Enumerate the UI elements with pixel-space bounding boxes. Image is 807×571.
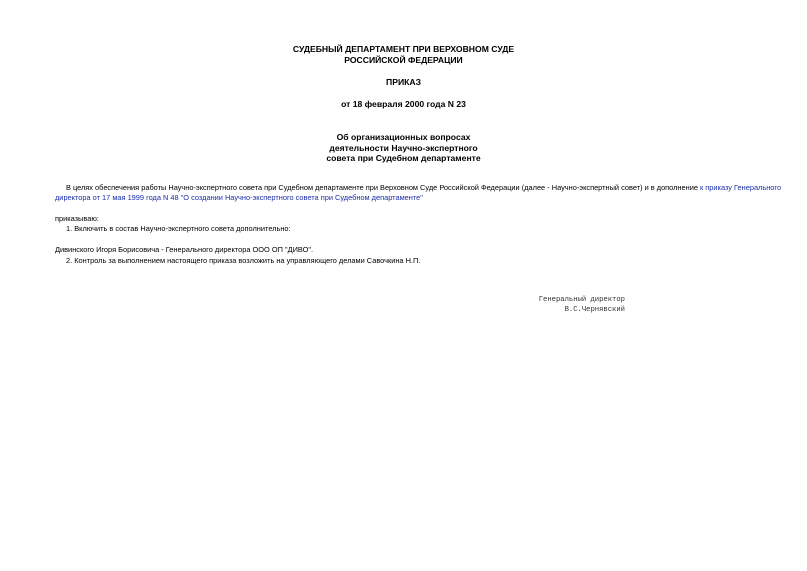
- order-reference-link-continued[interactable]: директора от 17 мая 1999 года N 48 "О создании Научно-экспертного совета при Судебном департаменте": [55, 193, 423, 202]
- org-line-2: РОССИЙСКОЙ ФЕДЕРАЦИИ: [344, 54, 463, 65]
- issuing-organization: [0, 44, 807, 65]
- order-word: приказываю:: [55, 214, 99, 223]
- signature-name: В.С.Чернявский: [564, 305, 625, 314]
- signature-block: [508, 296, 625, 315]
- signature-title: Генеральный директор: [538, 296, 625, 304]
- subject-line-1: Об организационных вопросах: [336, 132, 471, 142]
- council-member: Дивинского Игоря Борисовича - Генерального директора ООО ОП "ДИВО".: [55, 245, 314, 254]
- document-date: от 18 февраля 2000 года N 23: [341, 99, 466, 109]
- preamble-line-1: [66, 183, 781, 193]
- preamble-text: В целях обеспечения работы Научно-экспертного совета при Судебном департаменте при Верховном Суде Российской Федерации (далее - Научно-экспертный совет) и в дополнение: [66, 183, 701, 192]
- order-reference-link[interactable]: к приказу Генерального: [700, 183, 782, 192]
- item-2: 2. Контроль за выполнением настоящего приказа возложить на управляющего делами Савочкина Н.П.: [66, 256, 421, 265]
- org-line-1: СУДЕБНЫЙ ДЕПАРТАМЕНТ ПРИ ВЕРХОВНОМ СУДЕ: [292, 44, 515, 54]
- subject-line-2: деятельности Научно-экспертного: [329, 142, 478, 153]
- subject-line-3: совета при Судебном департаменте: [326, 153, 481, 163]
- item-1: 1. Включить в состав Научно-экспертного совета дополнительно:: [66, 224, 291, 233]
- document-subject: [0, 132, 807, 164]
- document-type: ПРИКАЗ: [386, 77, 421, 87]
